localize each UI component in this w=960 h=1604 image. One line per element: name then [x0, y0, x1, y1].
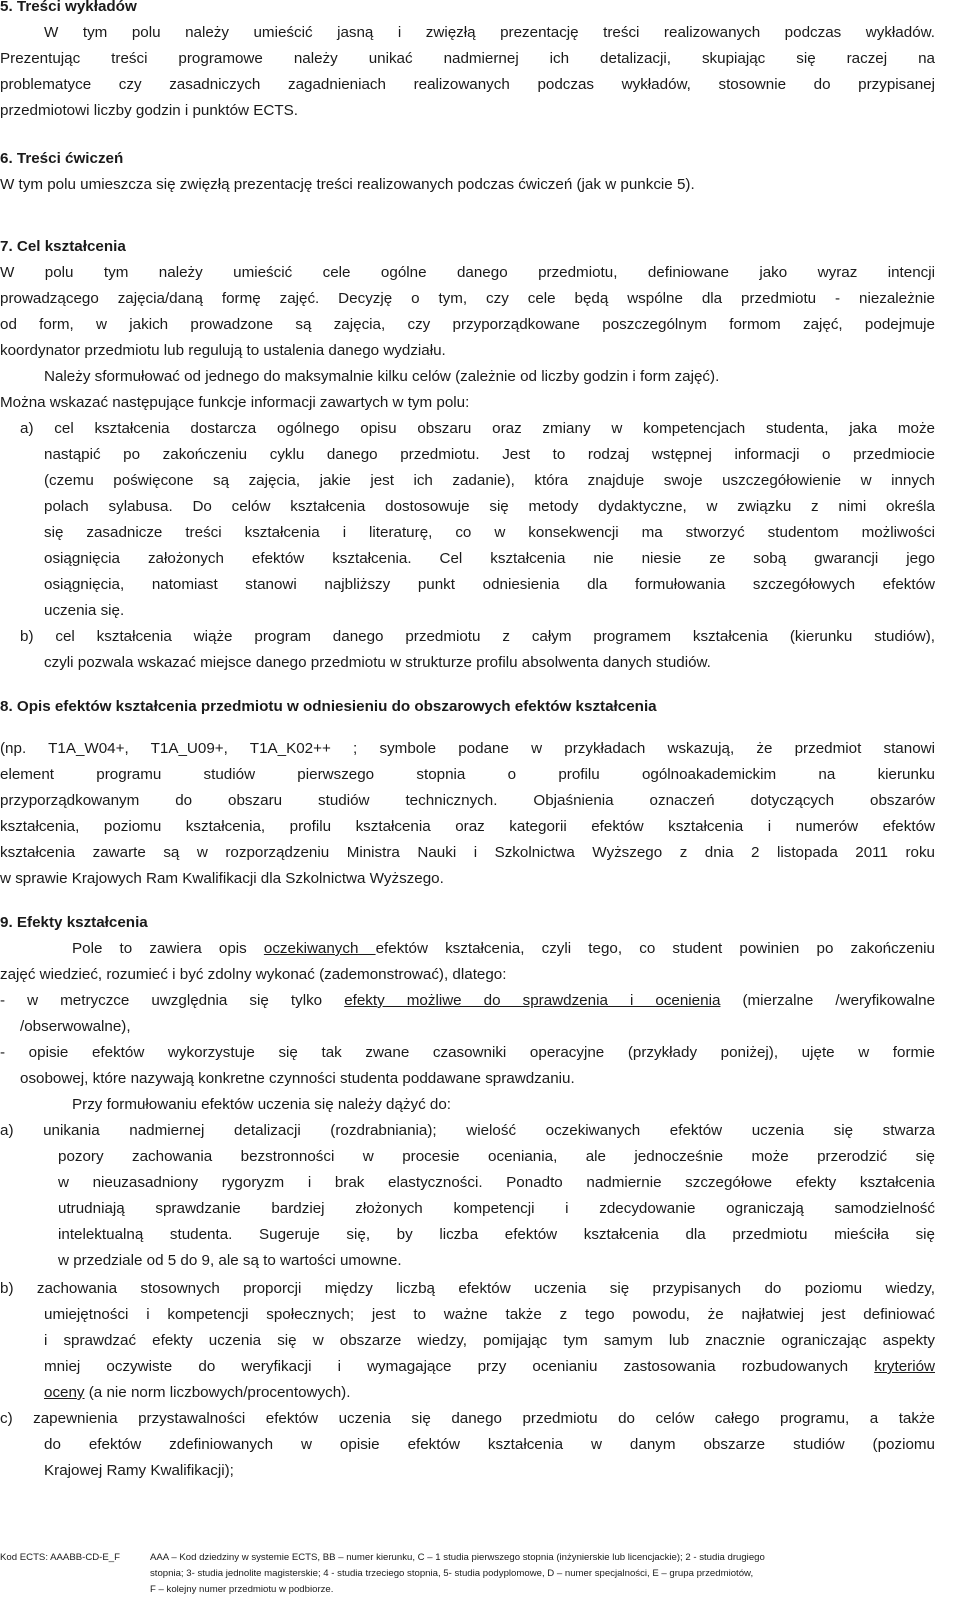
s7-b-line-1: b) cel kształcenia wiąże program danego przedmiotu z całym programem kształcenia (kierunku studiów), — [20, 628, 935, 645]
s9-dash-1-start: - w metryczce uwzględnia się tylko — [0, 992, 345, 1009]
s9-b-line-3: i sprawdzać efekty uczenia się w obszarze wiedzy, pomijając tym samym lub znacznie ograniczając aspekty — [44, 1332, 935, 1349]
s7-a-line-3: (czemu poświęcone są zajęcia, jakie jest ich zadanie), która znajduje swoje uszczegółowienie w innych — [44, 472, 935, 489]
s9-b-line-4-start: mniej oczywiste do weryfikacji i wymagające przy ocenianiu zastosowania rozbudowanych — [44, 1358, 875, 1375]
s9-a-line-2: pozory zachowania bezstronności w procesie oceniania, ale jednocześnie może przerodzić się — [58, 1148, 935, 1165]
s7-line-4: koordynator przedmiotu lub regulują to ustalenia danego wydziału. — [0, 342, 446, 359]
s7-a-line-8: uczenia się. — [44, 602, 125, 619]
s9-a-line-1: a) unikania nadmiernej detalizacji (rozdrabniania); wielość oczekiwanych efektów uczenia się stwarza — [0, 1122, 935, 1139]
s5-line-3: problematyce czy zasadniczych zagadnieniach realizowanych podczas wykładów, stosownie do przypisanej — [0, 76, 935, 93]
footer-ects-code: Kod ECTS: AAABB-CD-E_F — [0, 1552, 120, 1563]
s9-b-line-5 — [44, 1383, 350, 1403]
s7-line-3: od form, w jakich prowadzone są zajęcia, czy przyporządkowane poszczególnym formom zajęć, podejmuje — [0, 316, 935, 333]
s9-paragraph-intro: Przy formułowaniu efektów uczenia się należy dążyć do: — [72, 1096, 452, 1113]
section-8-heading: 8. Opis efektów kształcenia przedmiotu w odniesieniu do obszarowych efektów kształcenia — [0, 698, 657, 715]
s9-underlined-assessment: oceny — [44, 1384, 85, 1401]
s9-b-line-4 — [44, 1357, 935, 1377]
s6-line-1: W tym polu umieszcza się zwięzłą prezentację treści realizowanych podczas ćwiczeń (jak w punkcie 5). — [0, 176, 695, 193]
s9-b-line-1: b) zachowania stosownych proporcji między liczbą efektów uczenia się przypisanych do poziomu wiedzy, — [0, 1280, 935, 1297]
s7-b-line-2: czyli pozwala wskazać miejsce danego przedmiotu w strukturze profilu absolwenta danych studiów. — [44, 654, 711, 671]
s9-c-line-2: do efektów zdefiniowanych w opisie efektów kształcenia w danym obszarze studiów (poziomu — [44, 1436, 935, 1453]
s7-a-line-4: polach sylabusa. Do celów kształcenia dostosowuje się metody dydaktyczne, w związku z nimi określa — [44, 498, 935, 515]
s5-line-4: przedmiotowi liczby godzin i punktów ECTS. — [0, 102, 298, 119]
s9-line-1-start: Pole to zawiera opis — [72, 940, 264, 957]
s9-a-line-6: w przedziale od 5 do 9, ale są to wartości umowne. — [58, 1252, 402, 1269]
s9-b-line-2: umiejętności i kompetencji społecznych; jest to ważne także z tego powodu, że najłatwiej jest definiować — [44, 1306, 935, 1323]
s8-line-4: kształcenia, poziomu kształcenia, profilu kształcenia oraz kategorii efektów kształcenia i numerów efektów — [0, 818, 935, 835]
s9-dash-line-1 — [0, 991, 935, 1011]
section-7-heading: 7. Cel kształcenia — [0, 238, 126, 255]
s7-line-5: Należy sformułować od jednego do maksymalnie kilku celów (zależnie od liczby godzin i form zajęć). — [44, 368, 720, 385]
s9-line-1-end: efektów kształcenia, czyli tego, co student powinien po zakończeniu — [375, 940, 935, 957]
s9-dash-line-4: osobowej, które nazywają konkretne czynności studenta poddawane sprawdzaniu. — [20, 1070, 575, 1087]
s7-a-line-5: się zasadnicze treści kształcenia i literaturę, co w konsekwencji ma stworzyć studentom możliwości — [44, 524, 935, 541]
s9-underlined-expected: oczekiwanych — [263, 940, 376, 957]
s9-dash-1-end: (mierzalne /weryfikowalne — [720, 992, 936, 1009]
s9-line-1 — [72, 939, 935, 959]
section-6-heading: 6. Treści ćwiczeń — [0, 150, 124, 167]
s8-line-2: element programu studiów pierwszego stopnia o profilu ogólnoakademickim na kierunku — [0, 766, 935, 783]
s9-c-line-3: Krajowej Ramy Kwalifikacji); — [44, 1462, 234, 1479]
s7-a-line-6: osiągnięcia założonych efektów kształcenia. Cel kształcenia nie niesie ze sobą gwarancji jego — [44, 550, 935, 567]
s9-underlined-criteria: kryteriów — [874, 1358, 935, 1375]
s7-a-line-2: nastąpić po zakończeniu cyklu danego przedmiotu. Jest to rodzaj wstępnej informacji o przedmiocie — [44, 446, 935, 463]
s9-a-line-3: w nieuzasadniony rygoryzm i brak elastyczności. Ponadto nadmiernie szczegółowe efekty kształcenia — [58, 1174, 935, 1191]
footer-line-3: F – kolejny numer przedmiotu w podbiorze. — [150, 1584, 334, 1595]
s9-dash-line-3: - opisie efektów wykorzystuje się tak zwane czasowniki operacyjne (przykłady poniżej), ujęte w formie — [0, 1044, 935, 1061]
s7-line-6: Można wskazać następujące funkcje informacji zawartych w tym polu: — [0, 394, 470, 411]
s9-a-line-4: utrudniają sprawdzanie bardziej złożonych kompetencji i zdecydowanie ograniczają samodzielność — [58, 1200, 935, 1217]
footer-line-1: AAA – Kod dziedziny w systemie ECTS, BB – numer kierunku, C – 1 studia pierwszego stopnia (inżynierskie lub licencjackie); 2 - studia drugiego — [150, 1552, 765, 1563]
s9-dash-line-2: /obserwowalne), — [20, 1018, 131, 1035]
section-9-heading: 9. Efekty kształcenia — [0, 914, 148, 931]
s5-line-2: Prezentując treści programowe należy unikać nadmiernej ich detalizacji, skupiając się raczej na — [0, 50, 935, 67]
s7-line-2: prowadzącego zajęcia/daną formę zajęć. Decyzję o tym, czy cele będą wspólne dla przedmiotu - niezależnie — [0, 290, 935, 307]
section-5-heading: 5. Treści wykładów — [0, 0, 137, 15]
s7-a-line-7: osiągnięcia, natomiast stanowi najbliższy punkt odniesienia dla formułowania szczegółowych efektów — [44, 576, 935, 593]
s8-line-1: (np. T1A_W04+, T1A_U09+, T1A_K02++ ; symbole podane w przykładach wskazują, że przedmiot stanowi — [0, 740, 935, 757]
s9-underlined-measurable: efekty możliwe do sprawdzenia i ocenienia — [344, 992, 721, 1009]
s8-line-5: kształcenia zawarte są w rozporządzeniu Ministra Nauki i Szkolnictwa Wyższego z dnia 2 listopada 2011 roku — [0, 844, 935, 861]
s7-a-line-1: a) cel kształcenia dostarcza ogólnego opisu obszaru oraz zmiany w kompetencjach studenta, jaka może — [20, 420, 935, 437]
s7-line-1: W polu tym należy umieścić cele ogólne danego przedmiotu, definiowane jako wyraz intencji — [0, 264, 935, 281]
s9-b-line-5-end: (a nie norm liczbowych/procentowych). — [84, 1384, 351, 1401]
s9-line-2: zajęć wiedzieć, rozumieć i być zdolny wykonać (zademonstrować), dlatego: — [0, 966, 507, 983]
s9-a-line-5: intelektualną studenta. Sugeruje się, by liczba efektów kształcenia dla przedmiotu mieściła się — [58, 1226, 935, 1243]
footer-line-2: stopnia; 3- studia jednolite magisterskie; 4 - studia trzeciego stopnia, 5- studia podyplomowe, D – numer specjalności, E – grupa przedmiotów, — [150, 1568, 754, 1579]
s8-line-6: w sprawie Krajowych Ram Kwalifikacji dla Szkolnictwa Wyższego. — [0, 870, 444, 887]
s9-c-line-1: c) zapewnienia przystawalności efektów uczenia się danego przedmiotu do celów całego programu, a także — [0, 1410, 935, 1427]
s5-line-1: W tym polu należy umieścić jasną i zwięzłą prezentację treści realizowanych podczas wykładów. — [44, 24, 935, 41]
s8-line-3: przyporządkowanym do obszaru studiów technicznych. Objaśnienia oznaczeń dotyczących obszarów — [0, 792, 935, 809]
